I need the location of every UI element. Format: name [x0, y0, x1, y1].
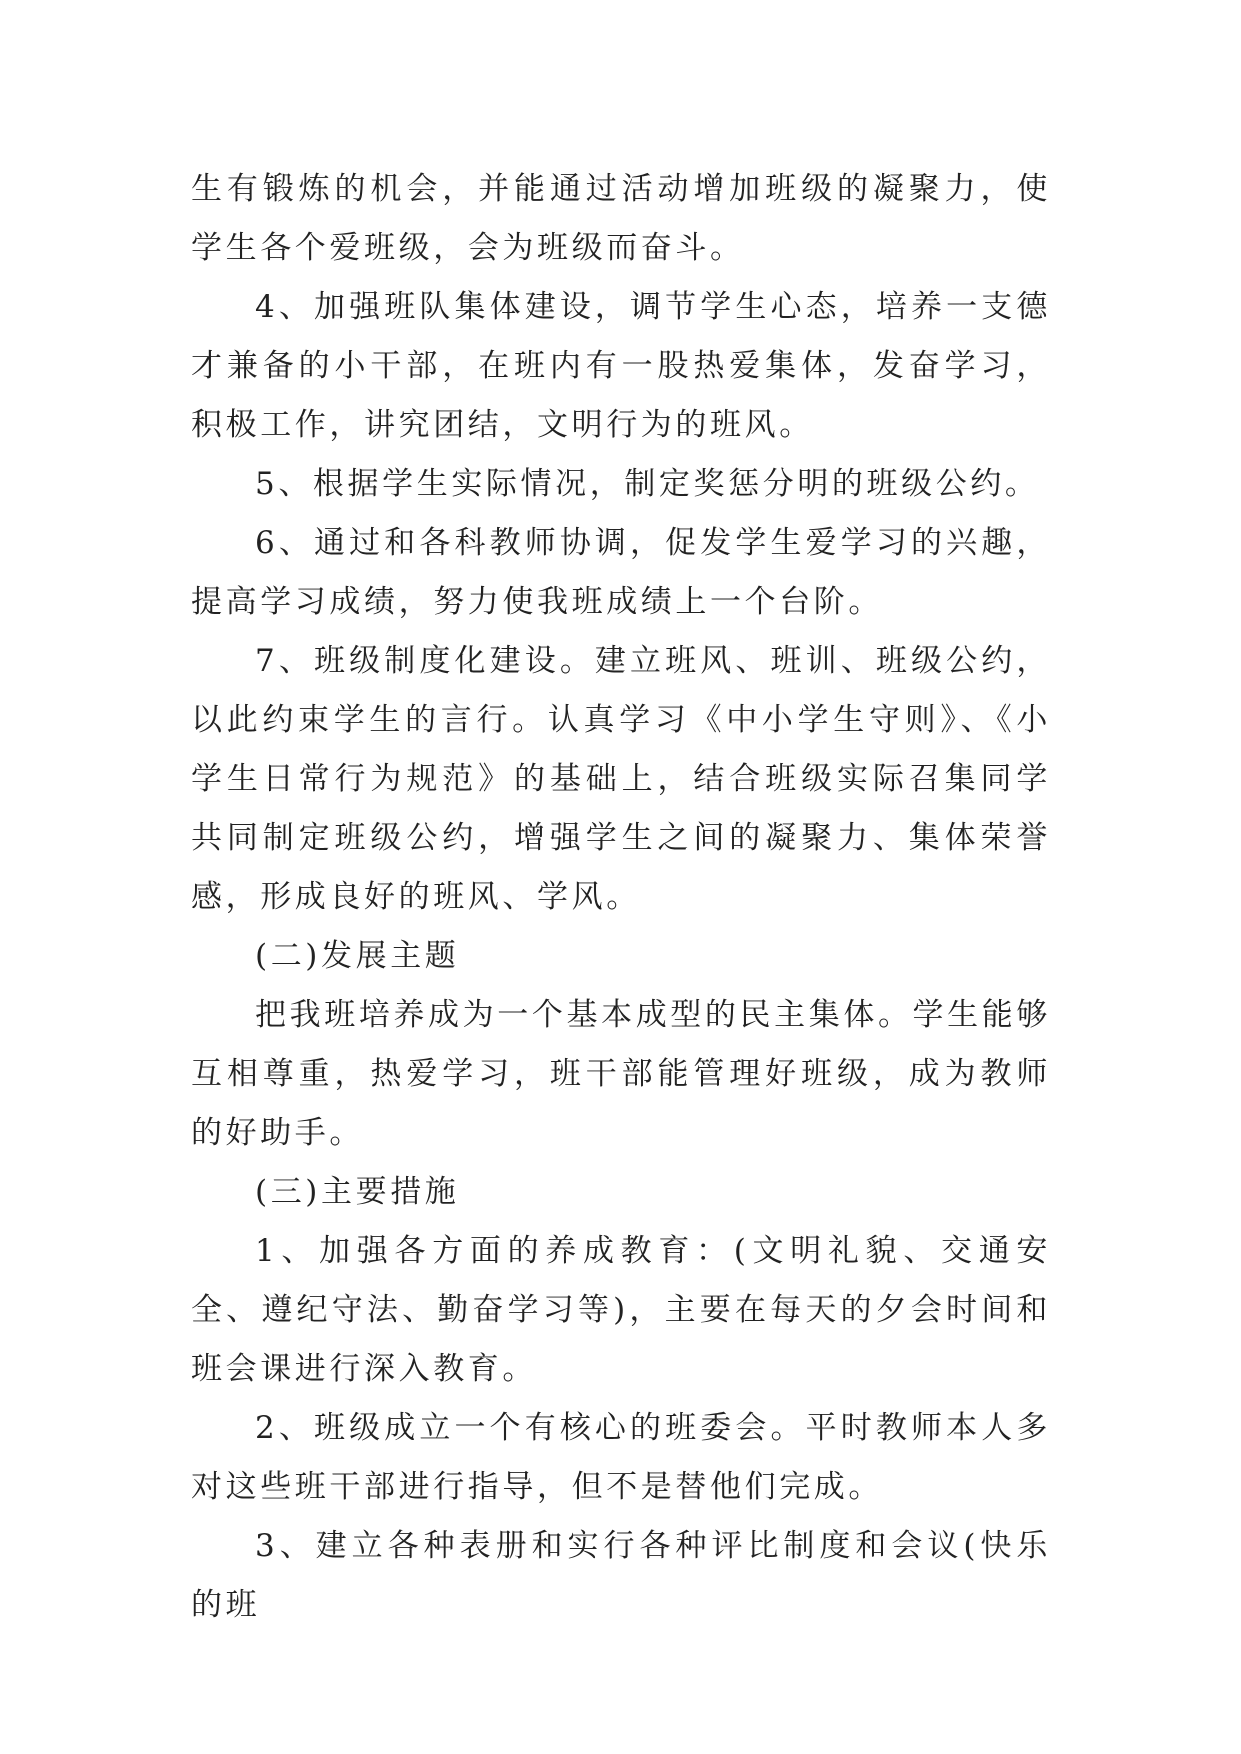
paragraph-development-theme: 把我班培养成为一个基本成型的民主集体。学生能够互相尊重，热爱学习，班干部能管理好班级，成为教师的好助手。 [191, 997, 1051, 1151]
section-heading-main-measures: (三)主要措施 [255, 1174, 460, 1210]
paragraph-measure-1: 1、加强各方面的养成教育：(文明礼貌、交通安全、遵纪守法、勤奋学习等)，主要在每天的夕会时间和班会课进行深入教育。 [191, 1233, 1051, 1387]
paragraph-continuation: 生有锻炼的机会，并能通过活动增加班级的凝聚力，使学生各个爱班级，会为班级而奋斗。 [191, 171, 1051, 266]
paragraph-measure-2: 2、班级成立一个有核心的班委会。平时教师本人多对这些班干部进行指导，但不是替他们完成。 [191, 1410, 1051, 1505]
paragraph-item-6: 6、通过和各科教师协调，促发学生爱学习的兴趣，提高学习成绩，努力使我班成绩上一个台阶。 [191, 525, 1051, 620]
paragraph-item-7: 7、班级制度化建设。建立班风、班训、班级公约，以此约束学生的言行。认真学习《中小学生守则》、《小学生日常行为规范》的基础上，结合班级实际召集同学共同制定班级公约，增强学生之间的凝聚力、集体荣誉感，形成良好的班风、学风。 [191, 643, 1051, 915]
section-heading-development-theme: (二)发展主题 [255, 938, 460, 974]
paragraph-item-5: 5、根据学生实际情况，制定奖惩分明的班级公约。 [255, 466, 1040, 502]
paragraph-measure-3: 3、建立各种表册和实行各种评比制度和会议(快乐的班 [191, 1528, 1051, 1623]
document-body [191, 160, 1051, 1635]
paragraph-item-4: 4、加强班队集体建设，调节学生心态，培养一支德才兼备的小干部，在班内有一股热爱集体，发奋学习，积极工作，讲究团结，文明行为的班风。 [191, 289, 1051, 443]
